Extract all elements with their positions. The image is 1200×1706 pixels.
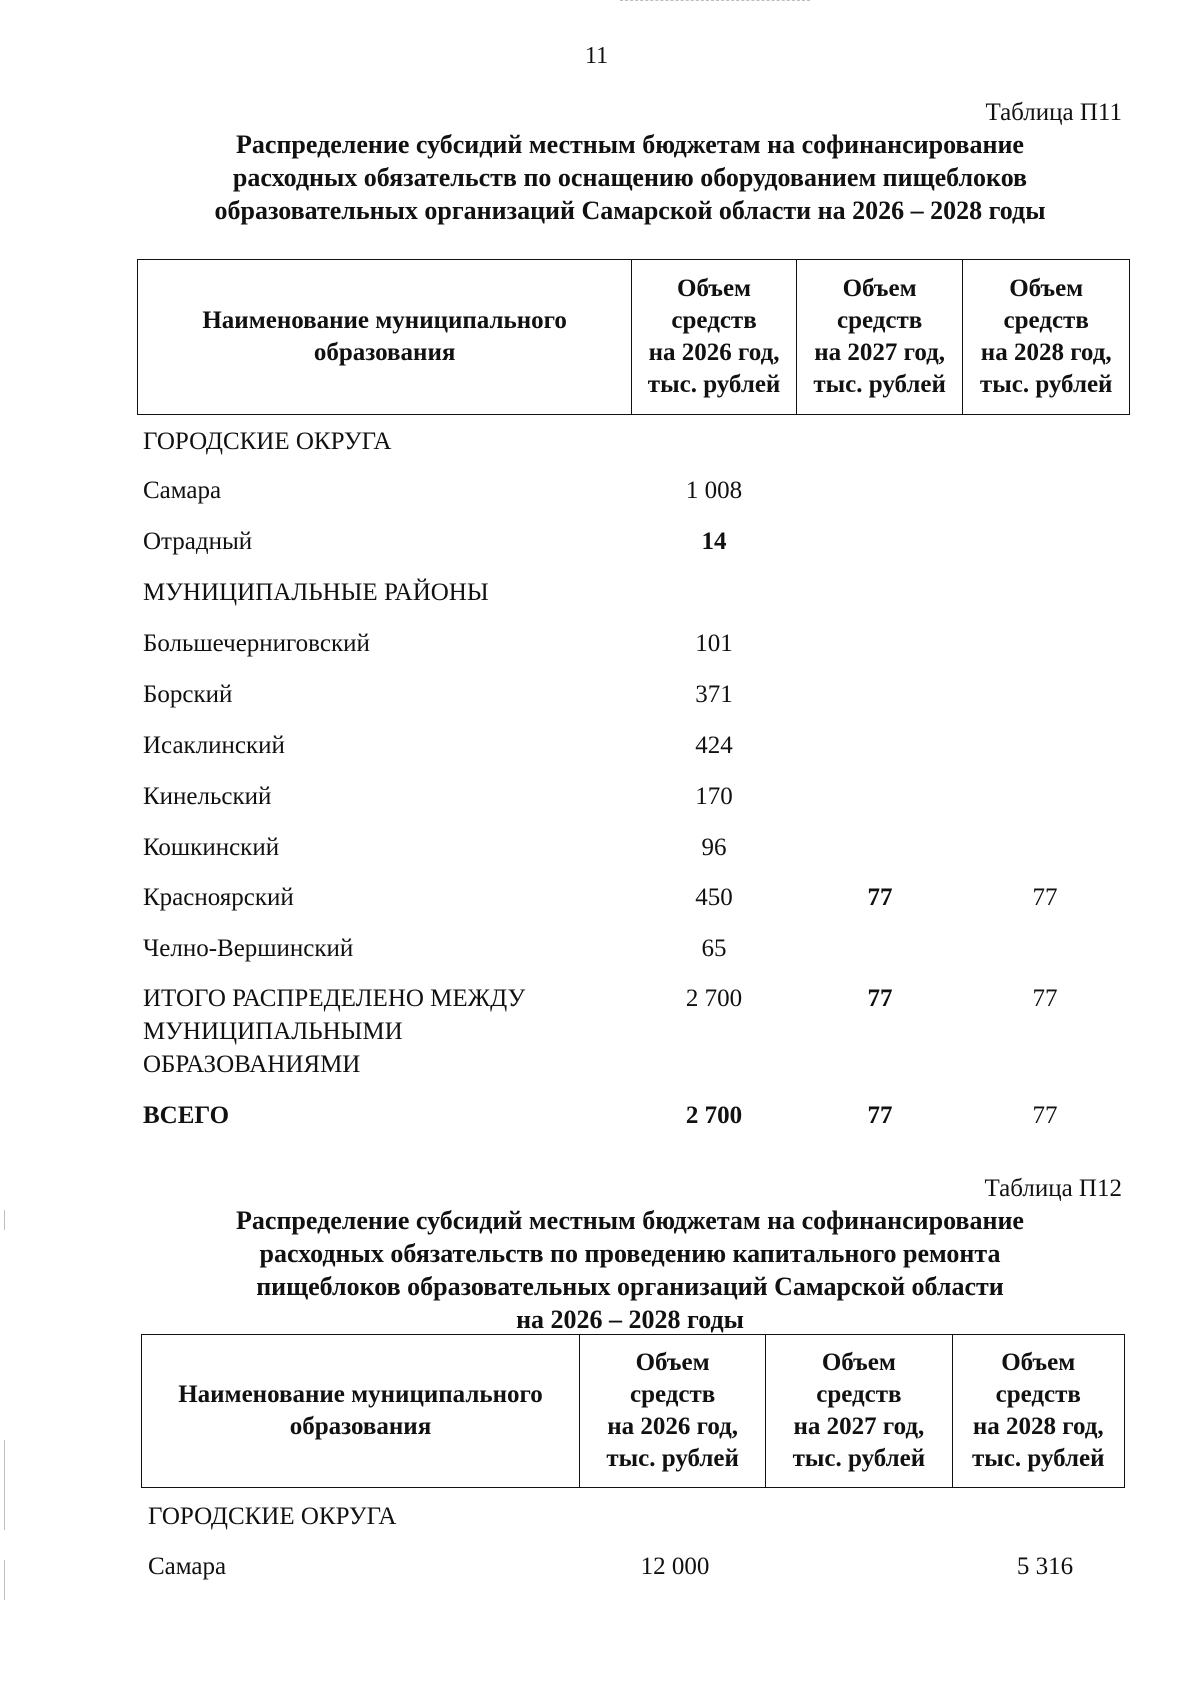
section-row: МУНИЦИПАЛЬНЫЕ РАЙОНЫ	[143, 579, 489, 606]
table-title-p11	[130, 128, 1130, 227]
table-row: Исаклинский 424	[143, 732, 733, 759]
table-row: Самара 1 008	[143, 477, 743, 504]
table-row: Красноярский 450 77 77	[143, 884, 1058, 911]
title-line: на 2026 – 2028 годы	[516, 1305, 744, 1334]
header-col-2027: Объем средств на 2027 год, тыс. рублей	[766, 1335, 952, 1488]
header-col-2027: Объем средств на 2027 год, тыс. рублей	[796, 260, 963, 415]
subtotal-label: ИТОГО РАСПРЕДЕЛЕНО МЕЖДУ МУНИЦИПАЛЬНЫМИ ОБРАЗОВАНИЯМИ	[143, 985, 526, 1078]
table-label-p11: Таблица П11	[985, 99, 1122, 126]
header-name: Наименование муниципального образования	[138, 260, 632, 415]
table-header-p12	[141, 1334, 1125, 1488]
table-row: Отрадный 14	[143, 528, 727, 555]
table-label-p12: Таблица П12	[984, 1175, 1122, 1202]
page-number: 11	[585, 43, 609, 69]
scan-artifact-top	[620, 0, 810, 2]
header-name: Наименование муниципального образования	[142, 1335, 580, 1488]
table-row: Челно-Вершинский 65	[143, 935, 727, 962]
title-line: расходных обязательств по проведению капитального ремонта	[259, 1239, 1001, 1268]
table-row: Самара 12 000 5 316	[148, 1553, 1074, 1580]
title-line: пищеблоков образовательных организаций Самарской области	[256, 1272, 1004, 1301]
title-line: образовательных организаций Самарской области на 2026 – 2028 годы	[214, 196, 1046, 225]
table-header-p11	[137, 259, 1130, 415]
section-row: ГОРОДСКИЕ ОКРУГА	[148, 1503, 397, 1530]
title-line: расходных обязательств по оснащению оборудованием пищеблоков	[232, 163, 1028, 192]
table-row: Большечерниговский 101	[143, 630, 733, 657]
table-row: Кошкинский 96	[143, 834, 727, 861]
section-row: ГОРОДСКИЕ ОКРУГА	[143, 428, 392, 455]
header-col-2028: Объем средств на 2028 год, тыс. рублей	[963, 260, 1130, 415]
total-row: ВСЕГО 2 700 77 77	[143, 1102, 1058, 1129]
scan-artifact-margin	[4, 1210, 5, 1230]
title-line: Распределение субсидий местным бюджетам на софинансирование	[236, 130, 1024, 159]
title-line: Распределение субсидий местным бюджетам на софинансирование	[236, 1206, 1024, 1235]
header-col-2026: Объем средств на 2026 год, тыс. рублей	[579, 1335, 765, 1488]
table-row: Борский 371	[143, 681, 733, 708]
header-col-2028: Объем средств на 2028 год, тыс. рублей	[952, 1335, 1124, 1488]
subtotal-row: ИТОГО РАСПРЕДЕЛЕНО МЕЖДУ МУНИЦИПАЛЬНЫМИ ОБРАЗОВАНИЯМИ 2 700 77 77	[0, 982, 1200, 1082]
table-title-p12	[130, 1204, 1130, 1336]
header-col-2026: Объем средств на 2026 год, тыс. рублей	[632, 260, 797, 415]
table-row: Кинельский 170	[143, 783, 733, 810]
